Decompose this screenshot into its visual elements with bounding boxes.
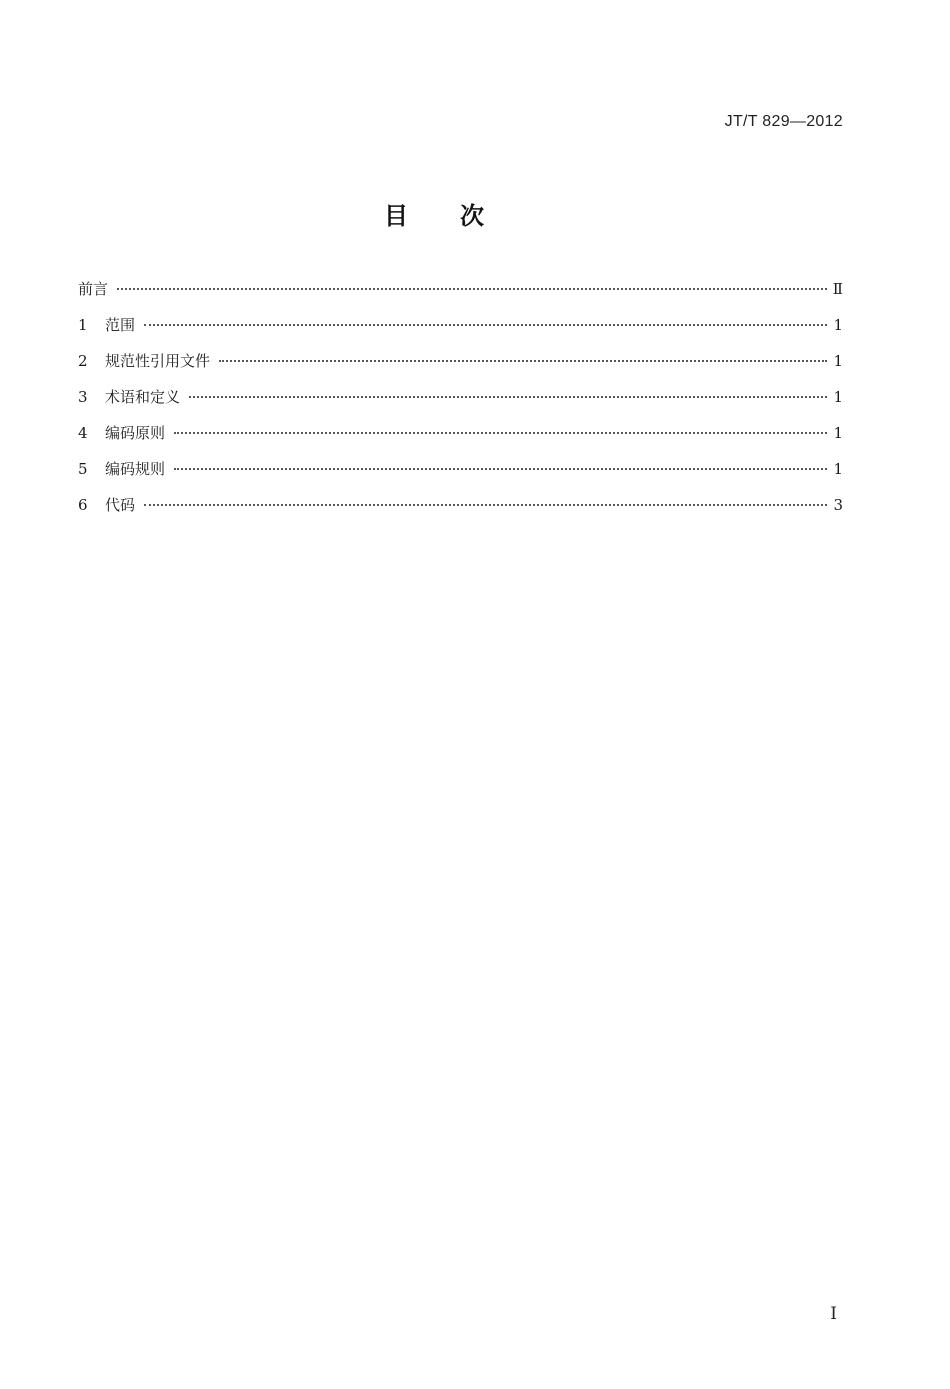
toc-entry-number: 3 <box>78 388 88 406</box>
toc-entry-page: Ⅱ <box>832 280 843 298</box>
toc-entry-label: 规范性引用文件 <box>105 352 211 370</box>
toc-dot-leader <box>219 359 827 362</box>
toc-entry-coding-rules[interactable] <box>78 458 843 494</box>
toc-entry-number: 2 <box>78 352 88 370</box>
toc-entry-foreword[interactable] <box>78 278 843 314</box>
toc-entry-page: 3 <box>833 496 843 514</box>
toc-entry-label: 前言 <box>78 280 109 298</box>
toc-entry-page: 1 <box>833 424 843 442</box>
toc-dot-leader <box>174 431 827 434</box>
page-number: I <box>830 1304 837 1324</box>
toc-entry-scope[interactable] <box>78 314 843 350</box>
toc-entry-label: 编码规则 <box>105 460 166 478</box>
toc-entry-label: 编码原则 <box>105 424 166 442</box>
toc-entry-label: 术语和定义 <box>105 388 181 406</box>
toc-entry-codes[interactable] <box>78 494 843 530</box>
toc-entry-page: 1 <box>833 388 843 406</box>
toc-entry-page: 1 <box>833 460 843 478</box>
toc-entry-label: 代码 <box>105 496 136 514</box>
table-of-contents <box>78 278 843 530</box>
toc-entry-page: 1 <box>833 352 843 370</box>
document-code: JT/T 829—2012 <box>724 113 843 130</box>
toc-title: 目次 <box>384 202 536 230</box>
toc-entry-page: 1 <box>833 316 843 334</box>
toc-entry-coding-principles[interactable] <box>78 422 843 458</box>
toc-entry-normative-references[interactable] <box>78 350 843 386</box>
toc-entry-label: 范围 <box>105 316 136 334</box>
toc-entry-number: 6 <box>78 496 88 514</box>
toc-dot-leader <box>144 503 827 506</box>
toc-entry-number: 5 <box>78 460 88 478</box>
toc-dot-leader <box>189 395 827 398</box>
toc-entry-number: 4 <box>78 424 88 442</box>
toc-dot-leader <box>144 323 827 326</box>
toc-entry-number: 1 <box>78 316 88 334</box>
toc-dot-leader <box>117 287 827 290</box>
toc-entry-terms-definitions[interactable] <box>78 386 843 422</box>
toc-dot-leader <box>174 467 827 470</box>
